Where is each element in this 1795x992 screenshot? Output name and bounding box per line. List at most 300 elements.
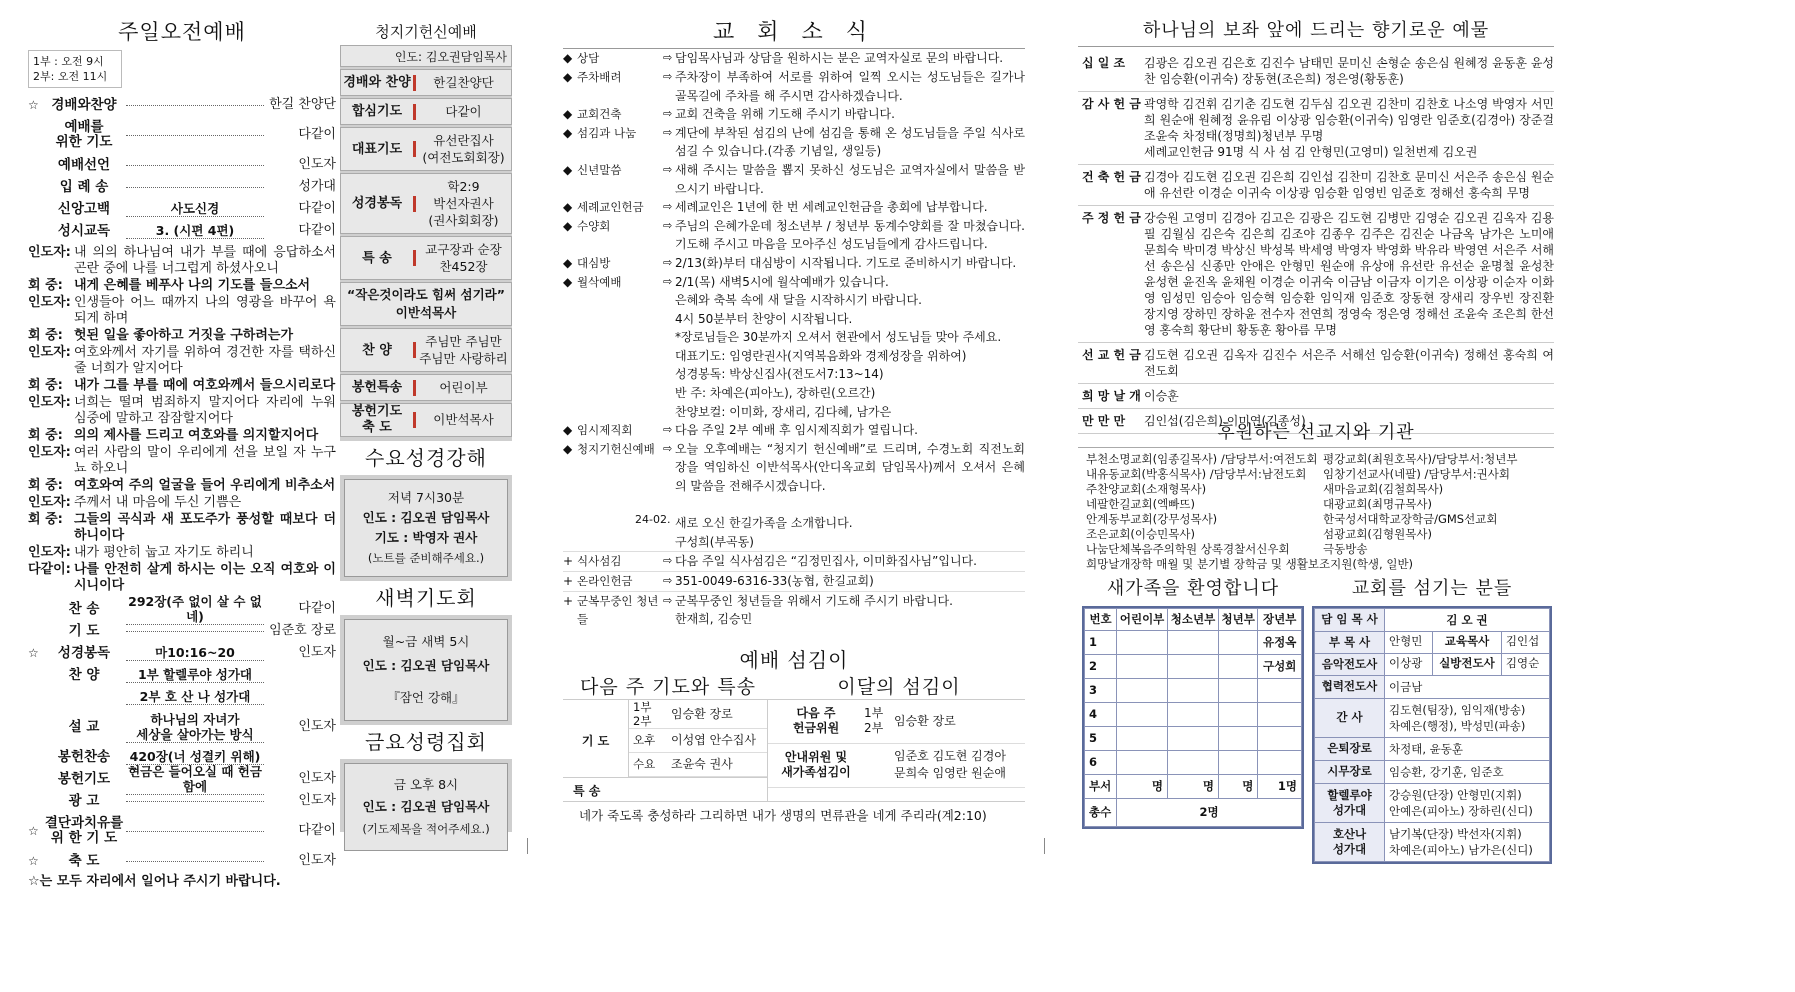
- order-detail: [126, 631, 264, 632]
- stewardship-item: [340, 328, 512, 372]
- service-time-2: 2부: 오전 11시: [33, 70, 108, 83]
- news-text: 담임목사님과 상담을 원하시는 분은 교역자실로 문의 바랍니다.: [675, 51, 1004, 66]
- order-label: 예배선언: [57, 156, 111, 173]
- staff-name-2: 김영순: [1501, 653, 1549, 675]
- reading-role: 회 중:: [28, 328, 63, 343]
- missions-panel: [1078, 422, 1554, 572]
- table-cell: [1258, 751, 1302, 775]
- staff-row: [1315, 737, 1550, 760]
- order-item: [28, 850, 336, 872]
- reading-role: 회 중:: [28, 512, 63, 527]
- news-label: 식사섬김: [577, 554, 622, 569]
- news-label: 상담: [577, 51, 600, 66]
- reading-text: 주께서 내 마음에 두신 기쁨은: [74, 495, 242, 510]
- staff-row: [1315, 760, 1550, 783]
- offering-row: [1078, 206, 1554, 343]
- reading-text: 내가 그를 부를 때에 여호와께서 들으시리로다: [74, 378, 336, 393]
- stewardship-item: [340, 282, 512, 326]
- new-family-title: 새가족을 환영합니다: [1106, 578, 1280, 599]
- column-header: 청소년부: [1168, 608, 1219, 631]
- stewardship-value: 한길찬양단: [433, 75, 494, 91]
- table-cell: [1218, 751, 1257, 775]
- reading-text: 너희는 떨며 범죄하지 말지어다 자리에 누워 심중에 말하고 잠잠할지어다: [74, 395, 336, 426]
- standing-mark: ☆: [28, 645, 39, 660]
- dawn-title: 새벽기도회: [340, 581, 512, 615]
- table-cell: [1168, 751, 1219, 775]
- standing-mark: ☆: [28, 97, 39, 112]
- reading-text: 여러 사람의 말이 우리에게 선을 보일 자 누구뇨 하오니: [74, 445, 336, 476]
- order-label: 입 례 송: [59, 178, 109, 195]
- order-detail: 2부 호 산 나 성가대: [126, 689, 264, 705]
- table-cell: [1218, 655, 1257, 679]
- arrow-icon: ⇨: [663, 218, 673, 232]
- stewardship-item: [340, 236, 512, 280]
- month-person: 임준호 김도현 김경아 문희숙 임영란 원순애: [894, 749, 1006, 781]
- table-cell: 5: [1085, 727, 1117, 751]
- order-detail: [126, 831, 264, 832]
- stewardship-value: 다같이: [445, 104, 482, 120]
- table-cell: 6: [1085, 751, 1117, 775]
- offering-type: 감 사 헌 금: [1082, 96, 1141, 111]
- order-item: [28, 593, 336, 624]
- mission-item: 나눔단체복음주의학원 상록경찰서신우회: [1086, 541, 1290, 556]
- wednesday-note: (노트를 준비해주세요.): [367, 550, 485, 565]
- order-label: 광 고: [68, 792, 100, 809]
- column-header: 청년부: [1218, 608, 1257, 631]
- news-text: 오늘 오후예배는 “청지기 헌신예배”로 드리며, 수경노회 직전노회장을 역임하신 이반석목사(안디옥교회 담임목사)께서 오셔서 은혜의 말씀을 전해주시겠습니다. 새로 오신 한길가족을 소개합니다. 구성희(부곡동): [675, 441, 1025, 549]
- order-detail: [126, 105, 264, 106]
- order-label: 설 교: [68, 718, 100, 735]
- news-label: 임시제직회: [577, 423, 633, 438]
- offering-panel: [1078, 20, 1554, 434]
- table-cell: 1: [1085, 631, 1117, 655]
- offering-names: 곽영학 김건휘 김기춘 김도현 김두심 김오권 김찬미 김찬호 나소영 박영자 서민희 원순애 원혜정 윤유림 이상광 임승환(이귀숙) 임영란 임준호(김경아) 장준걸 조윤숙 차정태(정명희)청년부 무명 세례교인헌금 91명 식 사 섬 김 안형민(고영미) 일천번제 김오권: [1144, 96, 1554, 159]
- stewardship-label: 찬 양: [362, 342, 392, 358]
- standing-mark: ☆: [28, 853, 39, 868]
- news-bullet: ◆: [563, 218, 573, 233]
- staff-name: 차정태, 윤동훈: [1385, 737, 1550, 760]
- order-leader: 다같이: [298, 201, 336, 217]
- mission-item: 극동방송: [1323, 541, 1368, 556]
- news-item: [563, 591, 1025, 629]
- order-item: [28, 763, 336, 794]
- news-bullet: ◆: [563, 107, 573, 122]
- stewardship-item: [340, 69, 512, 96]
- new-family-panel: [1082, 578, 1304, 829]
- order-detail: 사도신경: [126, 201, 264, 217]
- serve-title: 예배 섬김이: [739, 648, 849, 672]
- sum-cell: 명: [1117, 775, 1168, 799]
- offering-names: 김도현 김오권 김옥자 김진수 서은주 서해선 임승환(이귀숙) 정해선 홍숙희 여전도회: [1144, 347, 1554, 378]
- news-text: 주님의 은혜가운데 청소년부 / 청년부 동계수양회를 잘 마쳤습니다. 기도해 주시고 마음을 모아주신 성도님들에게 감사드립니다.: [675, 218, 1025, 252]
- sunday-service-panel: [28, 20, 336, 889]
- prayer-row: [629, 700, 767, 729]
- reading-text: 나를 안전히 살게 하시는 이는 오직 여호와 이시니이다: [74, 562, 336, 593]
- stewardship-label: 봉헌기도 축 도: [351, 404, 403, 435]
- news-item: [563, 68, 1025, 105]
- offering-row: [1078, 384, 1554, 409]
- arrow-icon: ⇨: [663, 554, 673, 568]
- offering-names: 김광은 김오권 김은호 김진수 남태민 문미신 손형순 송은심 원혜정 윤동훈 윤성찬 임승환(이귀숙) 장동현(조은희) 정은영(황동훈): [1144, 55, 1554, 86]
- reading-role: 회 중:: [28, 378, 63, 393]
- order-item: [28, 176, 336, 198]
- staff-role: 협력전도사: [1315, 675, 1385, 698]
- dawn-box: [344, 619, 508, 721]
- order-label: 경배와찬양: [51, 96, 117, 113]
- month-service: 1부 2부: [864, 706, 884, 736]
- order-label: 찬 양: [68, 666, 100, 683]
- news-item: [563, 198, 1025, 217]
- news-label: 청지기헌신예배: [577, 441, 655, 456]
- table-cell: [1218, 631, 1257, 655]
- prayer-label: 기 도: [563, 700, 629, 777]
- month-row: [768, 744, 1025, 788]
- reading-line: [28, 278, 336, 294]
- news-item: [563, 571, 1025, 591]
- offering-type: 선 교 헌 금: [1082, 347, 1141, 362]
- table-cell: [1168, 631, 1219, 655]
- arrow-icon: ⇨: [663, 593, 673, 607]
- table-cell: [1117, 751, 1168, 775]
- stewardship-label: 합심기도: [351, 104, 403, 120]
- reading-line: [28, 295, 336, 327]
- arrow-icon: ⇨: [663, 200, 673, 214]
- total-label: 총수: [1085, 799, 1117, 827]
- order-detail: 하나님의 자녀가 세상을 살아가는 방식: [126, 712, 264, 743]
- news-bullet: ◆: [563, 274, 573, 289]
- table-cell: [1117, 679, 1168, 703]
- mission-item: 평강교회(최원호목사)/담당부서:청년부: [1323, 451, 1518, 466]
- reading-text: 헛된 일을 좋아하고 거짓을 구하려는가: [74, 328, 294, 343]
- table-cell: [1168, 679, 1219, 703]
- prayer-service: 수요: [633, 757, 656, 772]
- order-leader: 인도자: [298, 853, 336, 869]
- prayer-person: 임승환 장로: [671, 706, 733, 721]
- order-detail: [126, 165, 264, 166]
- order-detail: [126, 801, 264, 802]
- order-item: [28, 116, 336, 154]
- mission-item: 대광교회(최명규목사): [1323, 496, 1432, 511]
- order-leader: 인도자: [298, 719, 336, 735]
- news-item: [563, 161, 1025, 198]
- table-cell: [1168, 727, 1219, 751]
- staff-row: [1315, 675, 1550, 698]
- reading-role: 인도자:: [28, 445, 71, 460]
- offering-row: [1078, 92, 1554, 165]
- order-label: 봉헌찬송: [57, 748, 111, 765]
- arrow-icon: ⇨: [663, 51, 673, 65]
- offering-names: 강승원 고영미 김경아 김고은 김광은 김도현 김병만 김영순 김오권 김옥자 김용필 김월심 김은숙 김은희 김조야 김종우 김주은 김진순 나금옥 남가은 노미애 문희숙 박미경 박상신 박성복 박세영 박영자 박영화 박유라 박영연 서은주 서해선 송은심 신종만 안애은 안형민 원순애 유상애 유선란 유선순 윤명철 윤성찬 윤성현 윤진옥 윤채원 이경순 이귀숙 이금남 이금자 이기은 이상광 이순자 이화영 임성민 임승아 임승혁 임승환 임익재 임준호 장동현 장새리 장우빈 장진환 장지영 장하민 장하윤 전수자 전연희 정영숙 정은영 정해선 조윤숙 조은희 한선영 홍숙희 황단비 황동훈 황아름 무명: [1144, 210, 1554, 337]
- reading-text: 여호와여 주의 얼굴을 들어 우리에게 비추소서: [74, 478, 336, 493]
- reading-role: 다같이:: [28, 562, 71, 577]
- prayer-service: 1부 2부: [633, 699, 652, 728]
- table-row: [1085, 751, 1302, 775]
- order-item: [28, 642, 336, 664]
- news-bullet: ◆: [563, 51, 573, 66]
- stewardship-title: 청지기헌신예배: [340, 20, 512, 45]
- staff-name: 안형민: [1385, 631, 1433, 653]
- order-detail: 292장(주 없이 살 수 없네): [126, 594, 264, 625]
- arrow-icon: ⇨: [663, 107, 673, 121]
- reading-text: 내 의의 하나님여 내가 부를 때에 응답하소서 곤란 중에 나를 너그럽게 하셨사오니: [74, 245, 336, 276]
- table-cell: [1258, 703, 1302, 727]
- stewardship-item: [340, 98, 512, 125]
- news-text: 351-0049-6316-33(농협, 한길교회): [675, 574, 874, 589]
- mission-item: 한국성서대학교장학금/GMS선교회: [1323, 511, 1498, 526]
- order-detail: [126, 135, 264, 136]
- arrow-icon: ⇨: [663, 441, 673, 455]
- news-label: 세례교인헌금: [577, 200, 644, 215]
- mission-item: 임창기선교사(네팔) /담당부서:권사회: [1323, 466, 1511, 481]
- staff-role-2: 실방전도사: [1433, 653, 1502, 675]
- order-item: [28, 220, 336, 242]
- fold-mark-2: [1044, 838, 1045, 854]
- standing-mark: ☆: [28, 823, 39, 838]
- column-header: 어린이부: [1117, 608, 1168, 631]
- offering-title: 하나님의 보좌 앞에 드리는 향기로운 예물: [1078, 20, 1554, 47]
- arrow-icon: ⇨: [663, 423, 673, 437]
- mission-item: 부천소명교회(임종길목사) /담당부서:여전도회: [1086, 451, 1318, 466]
- mission-item: 내유동교회(박홍식목사) /담당부서:남전도회: [1086, 466, 1307, 481]
- prayer-row: [629, 753, 767, 777]
- stewardship-value: 주님만 주님만 주님만 사랑하리: [419, 334, 508, 367]
- order-label: 봉헌기도: [57, 770, 111, 787]
- news-text: 교회 건축을 위해 기도해 주시기 바랍니다.: [675, 107, 895, 122]
- news-item: [563, 105, 1025, 124]
- news-date: 24-02.: [635, 513, 671, 527]
- month-row: [768, 700, 1025, 744]
- reading-line: [28, 495, 336, 511]
- stewardship-item: [340, 403, 512, 436]
- arrow-icon: ⇨: [663, 274, 673, 288]
- staff-row: [1315, 653, 1550, 675]
- sum-cell: 명: [1168, 775, 1219, 799]
- serve-panel: [563, 648, 1025, 829]
- order-leader: 다같이: [298, 601, 336, 617]
- order-leader: 다같이: [298, 223, 336, 239]
- news-item: [563, 217, 1025, 254]
- news-label: 섬김과 나눔: [577, 125, 637, 140]
- order-item: [28, 94, 336, 116]
- news-bullet: ◆: [563, 255, 573, 270]
- order-label: 찬 송: [68, 600, 100, 617]
- order-label: 기 도: [68, 622, 100, 639]
- month-title: 이달의 섬김이: [837, 676, 961, 698]
- wednesday-box: [344, 479, 508, 577]
- news-label: 수양회: [577, 218, 611, 233]
- news-label: 교회건축: [577, 107, 622, 122]
- table-row: [1085, 703, 1302, 727]
- wednesday-prayer: 기도 : 박영자 권사: [374, 529, 478, 545]
- reading-line: [28, 245, 336, 277]
- dawn-topic: 『잠언 강해』: [387, 689, 465, 705]
- stewardship-label: 봉헌특송: [351, 380, 403, 396]
- arrow-icon: ⇨: [663, 255, 673, 269]
- table-cell: [1168, 703, 1219, 727]
- sum-cell: 부서: [1085, 775, 1117, 799]
- news-bullet: ◆: [563, 162, 573, 177]
- news-text: 주차장이 부족하여 서로를 위하여 일찍 오시는 성도님들은 길가나 골목길에 주차를 해 주시면 감사하겠습니다.: [675, 69, 1025, 103]
- table-cell: [1218, 727, 1257, 751]
- reading-text: 내게 은혜를 베푸사 나의 기도를 들으소서: [74, 278, 311, 293]
- staff-role-2: 교육목사: [1433, 631, 1502, 653]
- mission-item: 주찬양교회(소재형목사): [1086, 481, 1207, 496]
- news-bullet: ◆: [563, 423, 573, 438]
- month-person: 임승환 장로: [894, 713, 956, 728]
- news-text: 세례교인은 1년에 한 번 세례교인헌금을 총회에 납부합니다.: [675, 200, 988, 215]
- mission-item: 새마음교회(김철희목사): [1323, 481, 1444, 496]
- news-text: 새해 주시는 말씀을 뽑지 못하신 성도님은 교역자실에서 말씀을 받으시기 바랍니다.: [675, 162, 1025, 196]
- staff-row: [1315, 822, 1550, 861]
- special-label: 특 송: [563, 777, 767, 801]
- missions-title: 후원하는 선교지와 기관: [1078, 422, 1554, 448]
- reading-text: 인생들아 어느 때까지 나의 영광을 바꾸어 욕되게 하며: [74, 295, 336, 326]
- friday-title: 금요성령집회: [340, 725, 512, 759]
- staff-name: 김도현(팀장), 임익재(방송) 차예은(행정), 박성민(파송): [1385, 698, 1550, 737]
- staff-row: [1315, 631, 1550, 653]
- news-bullet: ◆: [563, 69, 573, 84]
- reading-text: 그들의 곡식과 새 포도주가 풍성할 때보다 더하니이다: [74, 512, 336, 543]
- stewardship-leader: 인도: 김오권담임목사: [340, 45, 512, 67]
- news-item: [563, 551, 1025, 571]
- order-item: [28, 812, 336, 850]
- staff-role: 할렐루야 성가대: [1315, 783, 1385, 822]
- wednesday-leader: 인도 : 김오권 담임목사: [362, 509, 490, 525]
- news-bullet: +: [563, 554, 574, 569]
- friday-time: 금 오후 8시: [393, 776, 459, 792]
- news-text: 계단에 부착된 섬김의 난에 섬김을 통해 온 성도님들을 주일 식사로 섬길 수 있습니다.(각종 기념일, 생일등): [675, 125, 1025, 159]
- reading-line: [28, 428, 336, 444]
- order-label: 성경봉독: [57, 644, 111, 661]
- reading-line: [28, 512, 336, 544]
- staff-role: 간 사: [1315, 698, 1385, 737]
- order-leader: 다같이: [298, 823, 336, 839]
- column-header: 장년부: [1258, 608, 1302, 631]
- staff-row: [1315, 698, 1550, 737]
- table-cell: [1258, 727, 1302, 751]
- sum-cell: 1명: [1258, 775, 1302, 799]
- news-bullet: ◆: [563, 200, 573, 215]
- next-week-title: 다음 주 기도와 특송: [580, 676, 756, 698]
- table-header: [1085, 608, 1302, 631]
- news-text: 군복무중인 청년들을 위해서 기도해 주시기 바랍니다. 한재희, 김승민: [675, 593, 953, 627]
- order-leader: 다같이: [298, 127, 336, 143]
- news-label: 군복무중인 청년들: [577, 593, 659, 627]
- reading-role: 회 중:: [28, 478, 63, 493]
- reading-role: 회 중:: [28, 428, 63, 443]
- staff-name: 이상광: [1385, 653, 1433, 675]
- order-detail: [126, 187, 264, 188]
- wednesday-title: 수요성경강해: [340, 441, 512, 475]
- order-detail: [126, 861, 264, 862]
- column-header: 번호: [1085, 608, 1117, 631]
- prayer-person: 조윤숙 권사: [671, 757, 733, 772]
- staff-name: 김 오 권: [1385, 608, 1550, 631]
- reading-line: [28, 328, 336, 344]
- service-time-1: 1부 : 오전 9시: [33, 55, 104, 68]
- arrow-icon: ⇨: [663, 125, 673, 139]
- order-detail: 420장(너 성결키 위해): [126, 749, 264, 765]
- offering-row: [1078, 51, 1554, 92]
- serve-verse: 네가 죽도록 충성하라 그리하면 내가 생명의 면류관을 네게 주리라(계2:10): [563, 801, 1025, 829]
- order-label: 성시교독: [57, 222, 111, 239]
- order-leader: 인도자: [298, 157, 336, 173]
- stewardship-label: 성경봉독: [351, 196, 403, 212]
- order-detail: 1부 할렐루야 성가대: [126, 667, 264, 683]
- total-value: 2명: [1117, 799, 1302, 827]
- mission-item: 안계동부교회(강무성목사): [1086, 511, 1218, 526]
- offering-row: [1078, 165, 1554, 206]
- news-item: [563, 273, 1025, 422]
- table-row: [1085, 727, 1302, 751]
- stewardship-panel: [340, 20, 512, 836]
- table-row: [1085, 655, 1302, 679]
- table-cell: 2: [1085, 655, 1117, 679]
- stewardship-value: 유선란집사 (여전도회회장): [422, 133, 505, 166]
- staff-name: 임승환, 강기훈, 임준호: [1385, 760, 1550, 783]
- news-bullet: +: [563, 593, 574, 608]
- stewardship-label: 경배와 찬양: [343, 75, 411, 91]
- mission-item: 희망날개장학 매월 및 분기별 장학금 및 생활보조지원(학생, 일반): [1086, 556, 1414, 571]
- mission-item: 조은교회(이승민목사): [1086, 526, 1195, 541]
- offering-type: 건 축 헌 금: [1082, 169, 1141, 184]
- table-cell: [1117, 727, 1168, 751]
- reading-role: 인도자:: [28, 295, 71, 310]
- sum-row: [1085, 775, 1302, 799]
- offering-row: [1078, 343, 1554, 384]
- news-label: 대심방: [577, 255, 611, 270]
- order-item: [28, 154, 336, 176]
- order-item: [28, 686, 336, 708]
- church-news-panel: [563, 20, 1025, 629]
- church-news-list: [563, 49, 1025, 628]
- table-cell: [1117, 655, 1168, 679]
- staff-row: [1315, 608, 1550, 631]
- staff-role: 부 목 사: [1315, 631, 1385, 653]
- order-item: [28, 198, 336, 220]
- reading-line: [28, 395, 336, 427]
- table-cell: 유정옥: [1258, 631, 1302, 655]
- offering-type: 만 만 만: [1082, 413, 1126, 428]
- table-cell: [1218, 679, 1257, 703]
- reading-text: 여호와께서 자기를 위하여 경건한 자를 택하신 줄 너희가 알지어다: [74, 345, 336, 376]
- order-label: 결단과치유를 위 한 기 도: [44, 815, 124, 846]
- staff-role: 호산나 성가대: [1315, 822, 1385, 861]
- reading-line: [28, 345, 336, 377]
- news-bullet: ◆: [563, 125, 573, 140]
- stewardship-value: 어린이부: [439, 380, 488, 396]
- reading-role: 인도자:: [28, 345, 71, 360]
- reading-text: 의의 제사를 드리고 여호와를 의지할지어다: [74, 428, 319, 443]
- church-news-title: 교 회 소 식: [563, 20, 1025, 49]
- friday-box: [344, 763, 508, 851]
- staff-table: [1314, 608, 1550, 862]
- offering-type: 희 망 날 개: [1082, 388, 1141, 403]
- stewardship-item: [340, 374, 512, 401]
- news-item: [563, 254, 1025, 273]
- news-item: [563, 440, 1025, 552]
- sunday-service-title: 주일오전예배: [118, 20, 246, 44]
- prayer-service: 오후: [633, 733, 656, 748]
- offering-type: 십 일 조: [1082, 55, 1126, 70]
- news-text: 2/13(화)부터 대심방이 시작됩니다. 기도로 준비하시기 바랍니다.: [675, 255, 1017, 270]
- total-row: [1085, 799, 1302, 827]
- reading-line: [28, 562, 336, 594]
- news-text: 2/1(목) 새벽5시에 월삭예배가 있습니다. 은혜와 축복 속에 새 달을 시작하시기 바랍니다. 4시 50분부터 찬양이 시작됩니다. *장로님들은 30분까지 오셔서 현관에서 성도님들 맞아 주세요. 대표기도: 임영란권사(지역복음화와 경제성장을 위하여) 성경봉독: 박상신집사(전도서7:13~14) 반 주: 차예은(피아노), 장하린(오르간) 찬양보컬: 이미화, 장새리, 김다혜, 남가은: [675, 274, 1002, 419]
- news-label: 온라인헌금: [577, 574, 633, 589]
- order-of-service: [28, 94, 336, 242]
- table-cell: 3: [1085, 679, 1117, 703]
